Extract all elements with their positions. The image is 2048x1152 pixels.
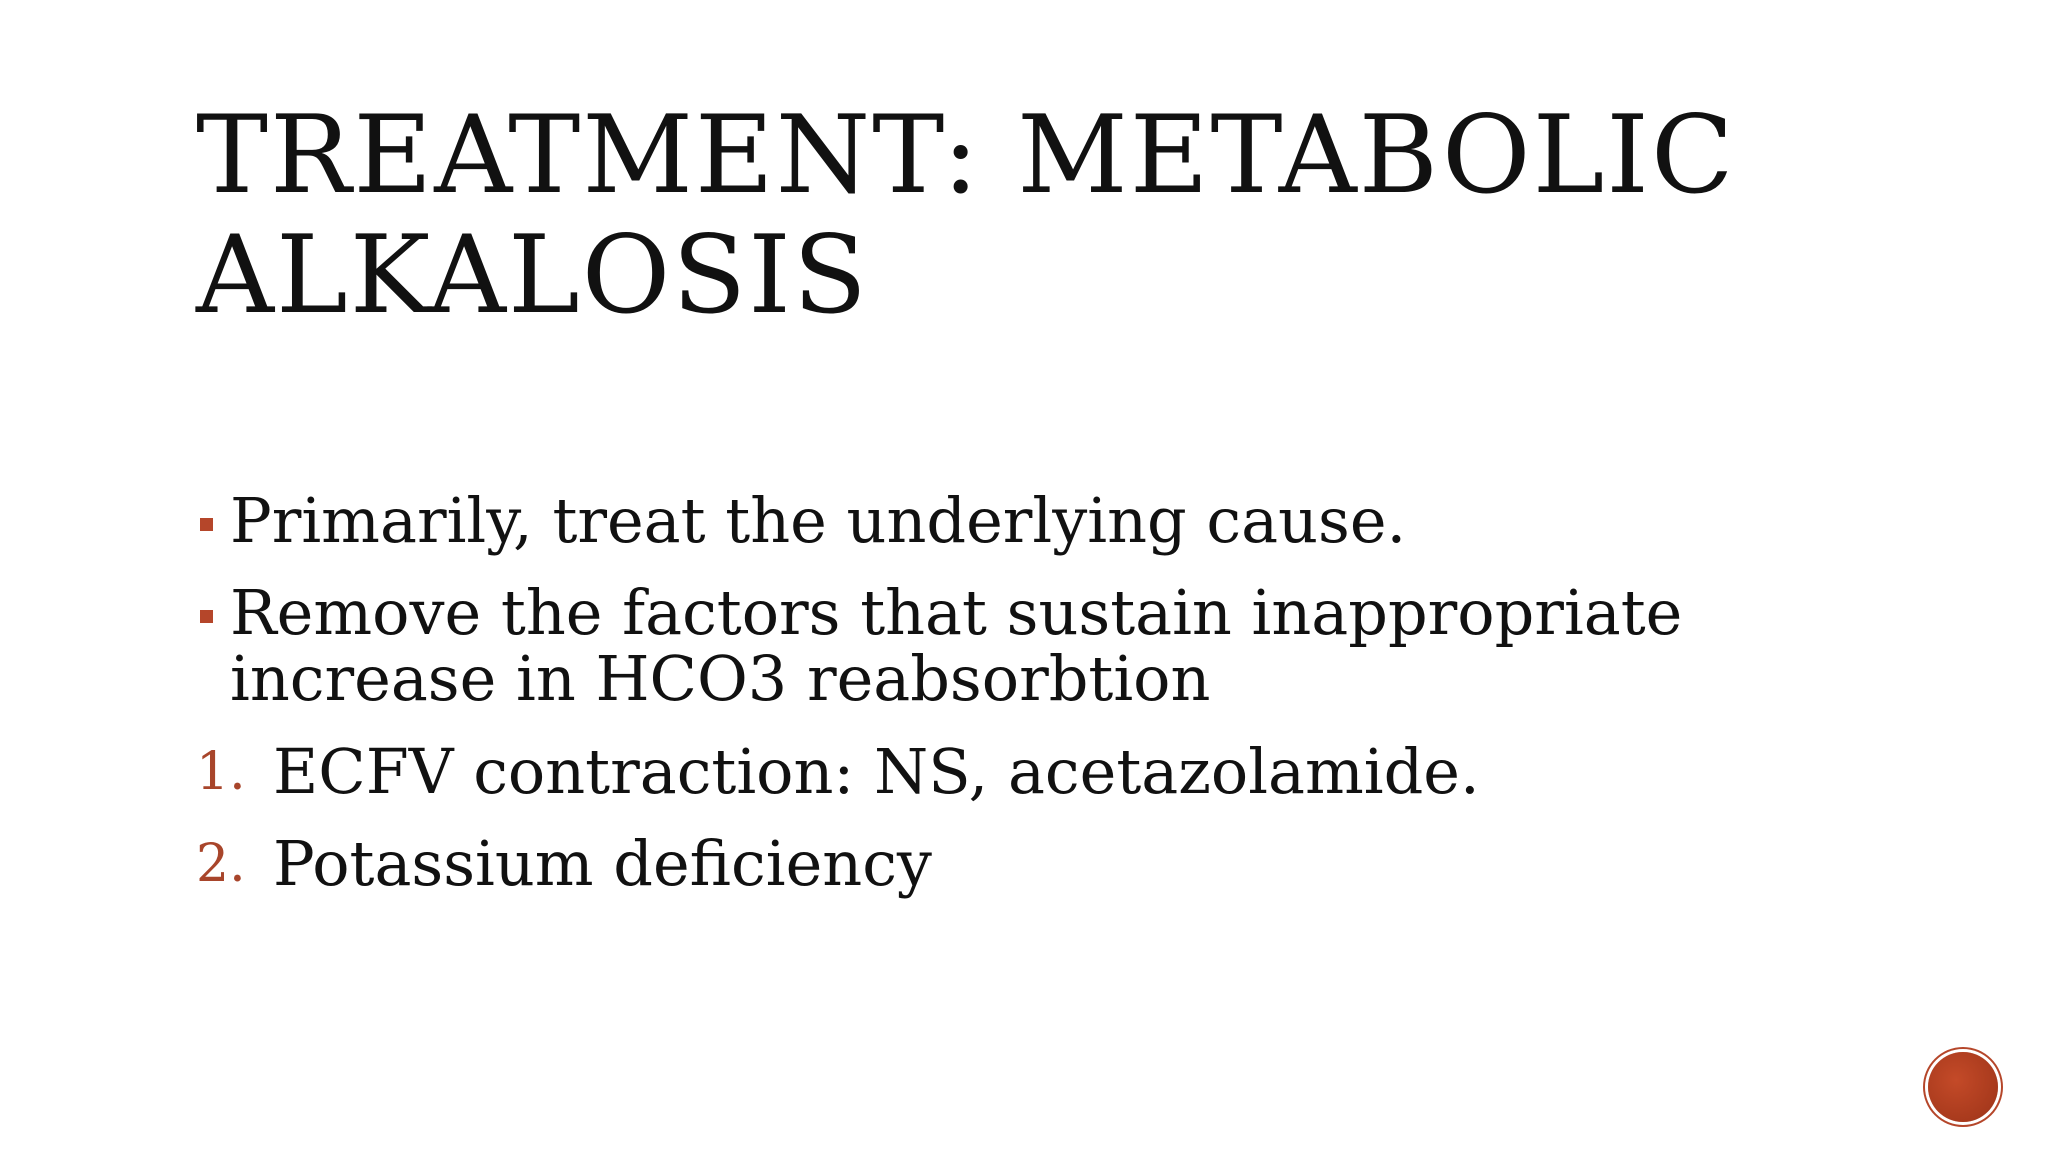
numbered-text: Potassium deficiency — [273, 827, 932, 900]
slide-body — [196, 484, 1816, 922]
list-number: 1. — [196, 742, 246, 802]
numbered-item — [196, 827, 1816, 900]
list-number: 2. — [196, 834, 246, 894]
square-bullet-icon — [200, 518, 213, 531]
bullet-text: Remove the factors that sustain inappropriate increase in HCO3 reabsorbtion — [230, 576, 1683, 715]
square-bullet-icon — [200, 610, 213, 623]
title-line-1: TREATMENT: METABOLIC — [196, 93, 1736, 218]
slide-nav-circle-icon[interactable] — [1928, 1052, 1998, 1122]
bullet-text: Primarily, treat the underlying cause. — [230, 484, 1407, 557]
numbered-item — [196, 735, 1816, 808]
bullet-item — [196, 484, 1816, 557]
numbered-text: ECFV contraction: NS, acetazolamide. — [273, 735, 1480, 808]
bullet-item — [196, 576, 1816, 715]
slide-title — [196, 93, 1896, 338]
title-line-2: ALKALOSIS — [196, 213, 869, 338]
